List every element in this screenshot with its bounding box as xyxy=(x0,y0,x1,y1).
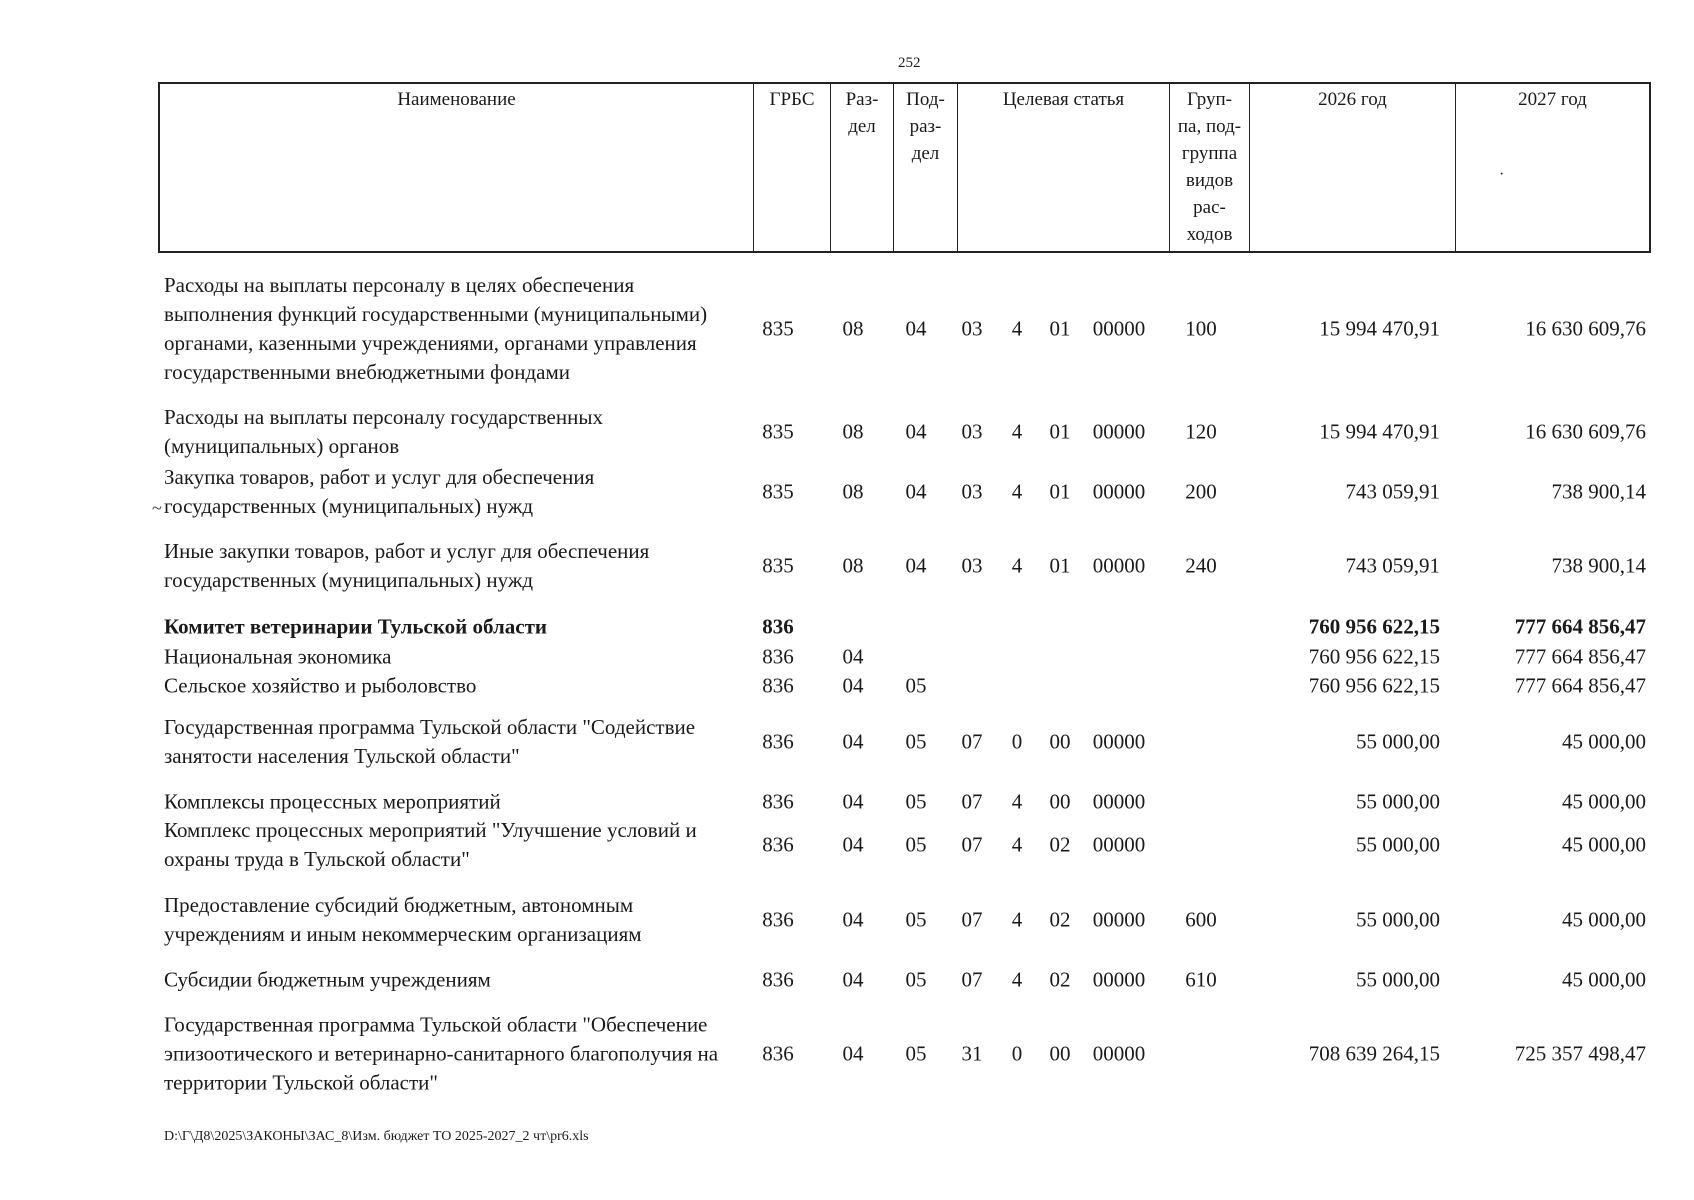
row-2026: 15 994 470,91 xyxy=(1319,316,1440,341)
header-group-line: рас- xyxy=(1193,197,1226,218)
row-2026: 55 000,00 xyxy=(1356,967,1440,992)
header-razdel-line: дел xyxy=(848,116,876,137)
header-podrazdel-line: дел xyxy=(911,143,940,164)
row-group: 200 xyxy=(1185,479,1217,504)
row-2026: 708 639 264,15 xyxy=(1308,1041,1440,1066)
row-target-direction: 00000 xyxy=(1092,479,1146,504)
table-header xyxy=(158,82,1651,253)
row-grbs: 836 xyxy=(762,789,794,814)
row-target-type: 4 xyxy=(1011,832,1023,857)
row-razdel: 04 xyxy=(842,1041,864,1066)
row-razdel: 08 xyxy=(842,419,864,444)
row-2026: 743 059,91 xyxy=(1345,553,1440,578)
header-2027-text: 2027 год xyxy=(1518,89,1587,110)
row-razdel: 04 xyxy=(842,789,864,814)
row-target-type: 4 xyxy=(1011,907,1023,932)
row-podrazdel: 04 xyxy=(905,479,927,504)
row-podrazdel: 05 xyxy=(905,967,927,992)
row-grbs: 836 xyxy=(762,644,794,669)
row-podrazdel: 04 xyxy=(905,419,927,444)
header-name xyxy=(160,84,754,251)
row-target-sub: 02 xyxy=(1049,907,1071,932)
row-razdel: 04 xyxy=(842,832,864,857)
row-razdel: 08 xyxy=(842,553,864,578)
row-razdel: 08 xyxy=(842,479,864,504)
row-name: Предоставление субсидий бюджетным, автономным учреждениям и иным некоммерческим организациям xyxy=(164,893,642,946)
header-group xyxy=(1170,84,1250,251)
row-podrazdel: 05 xyxy=(905,673,927,698)
row-target-direction: 00000 xyxy=(1092,316,1146,341)
row-podrazdel: 05 xyxy=(905,907,927,932)
header-group-line: видов xyxy=(1185,170,1234,191)
row-grbs: 836 xyxy=(762,673,794,698)
row-2027: 725 357 498,47 xyxy=(1514,1041,1646,1066)
table-row xyxy=(0,964,1694,996)
row-podrazdel: 05 xyxy=(905,789,927,814)
row-target-type: 4 xyxy=(1011,419,1023,444)
row-target-direction: 00000 xyxy=(1092,907,1146,932)
row-group: 600 xyxy=(1185,907,1217,932)
row-razdel: 04 xyxy=(842,729,864,754)
row-target-direction: 00000 xyxy=(1092,729,1146,754)
row-grbs: 836 xyxy=(762,907,794,932)
row-target-program: 07 xyxy=(961,789,983,814)
row-target-sub: 00 xyxy=(1049,789,1071,814)
row-target-direction: 00000 xyxy=(1092,1041,1146,1066)
row-grbs: 836 xyxy=(762,729,794,754)
row-name: Комитет ветеринарии Тульской области xyxy=(164,614,548,639)
row-razdel: 04 xyxy=(842,967,864,992)
row-target-type: 4 xyxy=(1011,479,1023,504)
row-target-program: 07 xyxy=(961,907,983,932)
row-target-type: 0 xyxy=(1011,1041,1023,1066)
table-row xyxy=(0,535,1694,597)
row-2027: 738 900,14 xyxy=(1551,479,1646,504)
row-grbs: 836 xyxy=(762,1041,794,1066)
header-group-line: па, под- xyxy=(1177,116,1242,137)
table-row xyxy=(0,612,1694,642)
header-grbs xyxy=(754,84,831,251)
row-target-program: 03 xyxy=(961,419,983,444)
row-2026: 55 000,00 xyxy=(1356,907,1440,932)
stray-dot: · xyxy=(1499,166,1505,183)
row-2027: 777 664 856,47 xyxy=(1514,673,1646,698)
row-target-type: 0 xyxy=(1011,729,1023,754)
row-name: Государственная программа Тульской области "Обеспечение эпизоотического и ветеринарно-санитарного благополучия на территории Тульской области" xyxy=(164,1012,719,1095)
header-target-text: Целевая статья xyxy=(1002,89,1125,110)
header-group-line: ходов xyxy=(1186,224,1233,245)
table-row xyxy=(0,711,1694,773)
margin-mark: ~ xyxy=(152,498,162,518)
row-target-direction: 00000 xyxy=(1092,789,1146,814)
row-target-type: 4 xyxy=(1011,967,1023,992)
row-target-sub: 01 xyxy=(1049,553,1071,578)
footer-file-path: D:\Г\Д8\2025\ЗАКОНЫ\ЗАС_8\Изм. бюджет ТО 2025-2027_2 чт\pr6.xls xyxy=(164,1129,589,1144)
row-grbs: 835 xyxy=(762,419,794,444)
row-2026: 760 956 622,15 xyxy=(1308,673,1440,698)
row-grbs: 836 xyxy=(762,967,794,992)
row-name: Расходы на выплаты персоналу в целях обеспечения выполнения функций государственными (муниципальными) органами, казенными учреждениями, органами управления государственными внебюджетными фондами xyxy=(164,273,708,384)
row-target-program: 07 xyxy=(961,967,983,992)
header-podrazdel xyxy=(894,84,958,251)
row-name: Иные закупки товаров, работ и услуг для обеспечения государственных (муниципальных) нужд xyxy=(164,539,650,592)
row-target-type: 4 xyxy=(1011,553,1023,578)
header-podrazdel-line: раз- xyxy=(909,116,942,137)
row-razdel: 08 xyxy=(842,316,864,341)
header-2026-text: 2026 год xyxy=(1318,89,1387,110)
table-row xyxy=(0,462,1694,522)
table-row xyxy=(0,889,1694,951)
header-2026 xyxy=(1250,84,1456,251)
row-2026: 55 000,00 xyxy=(1356,789,1440,814)
header-podrazdel-line: Под- xyxy=(906,89,945,110)
row-target-program: 07 xyxy=(961,729,983,754)
page-number: 252 xyxy=(898,55,921,71)
header-2027 xyxy=(1456,84,1649,251)
row-grbs: 835 xyxy=(762,553,794,578)
row-2027: 777 664 856,47 xyxy=(1514,614,1646,639)
header-razdel xyxy=(831,84,894,251)
row-target-sub: 01 xyxy=(1049,419,1071,444)
table-row xyxy=(0,642,1694,672)
row-podrazdel: 04 xyxy=(905,553,927,578)
row-grbs: 836 xyxy=(762,614,794,639)
row-target-program: 07 xyxy=(961,832,983,857)
header-name-text: Наименование xyxy=(397,89,516,110)
row-podrazdel: 05 xyxy=(905,1041,927,1066)
row-name: Расходы на выплаты персоналу государственных (муниципальных) органов xyxy=(164,405,603,458)
row-podrazdel: 05 xyxy=(905,729,927,754)
row-2027: 45 000,00 xyxy=(1562,832,1646,857)
row-name: Комплексы процессных мероприятий xyxy=(164,789,501,814)
row-2026: 55 000,00 xyxy=(1356,832,1440,857)
row-target-program: 03 xyxy=(961,316,983,341)
row-target-sub: 01 xyxy=(1049,316,1071,341)
table-row xyxy=(0,671,1694,701)
row-2026: 760 956 622,15 xyxy=(1308,614,1440,639)
table-row xyxy=(0,402,1694,462)
row-2027: 45 000,00 xyxy=(1562,789,1646,814)
header-target xyxy=(958,84,1170,251)
header-razdel-line: Раз- xyxy=(845,89,879,110)
row-podrazdel: 04 xyxy=(905,316,927,341)
row-grbs: 835 xyxy=(762,479,794,504)
row-target-type: 4 xyxy=(1011,316,1023,341)
table-row xyxy=(0,994,1694,1114)
row-target-direction: 00000 xyxy=(1092,967,1146,992)
row-target-sub: 00 xyxy=(1049,729,1071,754)
row-2027: 16 630 609,76 xyxy=(1525,419,1646,444)
row-group: 240 xyxy=(1185,553,1217,578)
row-name: Комплекс процессных мероприятий "Улучшение условий и охраны труда в Тульской области" xyxy=(164,818,697,871)
row-name: Национальная экономика xyxy=(164,644,392,669)
row-2027: 738 900,14 xyxy=(1551,553,1646,578)
row-target-sub: 02 xyxy=(1049,832,1071,857)
row-target-program: 03 xyxy=(961,479,983,504)
row-grbs: 836 xyxy=(762,832,794,857)
row-2027: 45 000,00 xyxy=(1562,729,1646,754)
table-row xyxy=(0,255,1694,403)
row-name: Закупка товаров, работ и услуг для обеспечения государственных (муниципальных) нужд xyxy=(164,465,595,518)
row-podrazdel: 05 xyxy=(905,832,927,857)
row-target-type: 4 xyxy=(1011,789,1023,814)
row-target-sub: 01 xyxy=(1049,479,1071,504)
row-target-direction: 00000 xyxy=(1092,419,1146,444)
row-target-sub: 00 xyxy=(1049,1041,1071,1066)
row-2027: 45 000,00 xyxy=(1562,967,1646,992)
row-target-sub: 02 xyxy=(1049,967,1071,992)
row-razdel: 04 xyxy=(842,673,864,698)
row-target-direction: 00000 xyxy=(1092,832,1146,857)
row-2027: 777 664 856,47 xyxy=(1514,644,1646,669)
row-grbs: 835 xyxy=(762,316,794,341)
row-2027: 16 630 609,76 xyxy=(1525,316,1646,341)
row-razdel: 04 xyxy=(842,907,864,932)
row-target-program: 03 xyxy=(961,553,983,578)
row-group: 100 xyxy=(1185,316,1217,341)
row-group: 610 xyxy=(1185,967,1217,992)
row-2026: 760 956 622,15 xyxy=(1308,644,1440,669)
header-group-line: группа xyxy=(1181,143,1238,164)
row-target-direction: 00000 xyxy=(1092,553,1146,578)
row-2027: 45 000,00 xyxy=(1562,907,1646,932)
table-row xyxy=(0,814,1694,876)
row-2026: 743 059,91 xyxy=(1345,479,1440,504)
row-razdel: 04 xyxy=(842,644,864,669)
row-target-program: 31 xyxy=(961,1041,983,1066)
header-group-line: Груп- xyxy=(1186,89,1233,110)
row-2026: 55 000,00 xyxy=(1356,729,1440,754)
header-grbs-text: ГРБС xyxy=(769,89,815,110)
row-group: 120 xyxy=(1185,419,1217,444)
row-name: Субсидии бюджетным учреждениям xyxy=(164,967,491,992)
row-name: Государственная программа Тульской области "Содействие занятости населения Тульской области" xyxy=(164,715,696,768)
row-2026: 15 994 470,91 xyxy=(1319,419,1440,444)
row-name: Сельское хозяйство и рыболовство xyxy=(164,673,477,698)
